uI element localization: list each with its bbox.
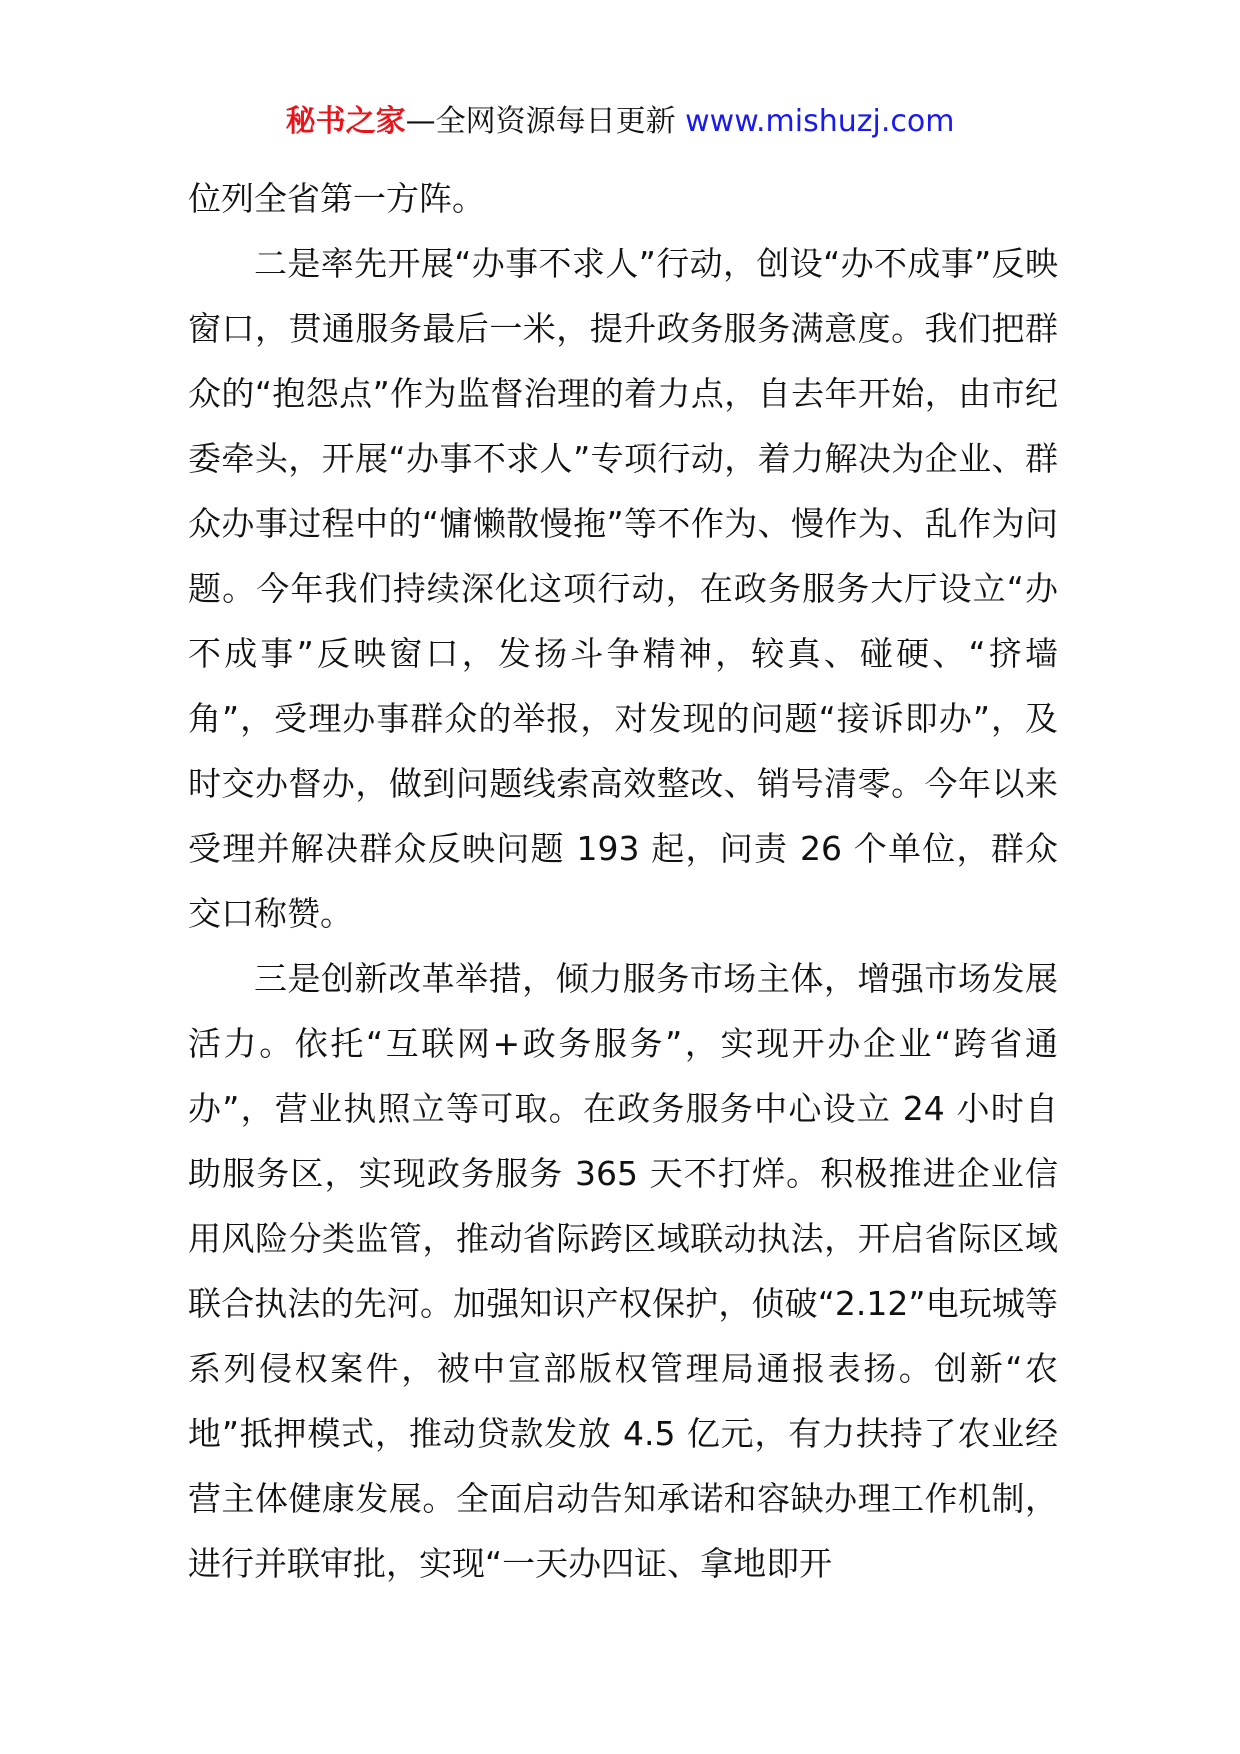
site-url-link[interactable]: www.mishuzj.com — [685, 104, 955, 139]
paragraph-continuation: 位列全省第一方阵。 — [188, 179, 485, 218]
paragraph-third-point: 三是创新改革举措，倾力服务市场主体，增强市场发展活力。依托“互联网+政务服务”，实现开办企业“跨省通办”，营业执照立等可取。在政务服务中心设立 24 小时自助服务区，实现政务服务 365 天不打烊。积极推进企业信用风险分类监管，推动省际跨区域联动执法，开启省际区域联合执法的先河。加强知识产权保护，侦破“2.12”电玩城等系列侵权案件，被中宣部版权管理局通报表扬。创新“农地”抵押模式，推动贷款发放 4.5 亿元，有力扶持了农业经营主体健康发展。全面启动告知承诺和容缺办理工作机制，进行并联审批，实现“一天办四证、拿地即开 — [188, 959, 1058, 1583]
site-header — [0, 100, 1240, 144]
document-body — [188, 166, 1058, 1596]
paragraph-second-point: 二是率先开展“办事不求人”行动，创设“办不成事”反映窗口，贯通服务最后一米，提升政务服务满意度。我们把群众的“抱怨点”作为监督治理的着力点，自去年开始，由市纪委牵头，开展“办事不求人”专项行动，着力解决为企业、群众办事过程中的“慵懒散慢拖”等不作为、慢作为、乱作为问题。今年我们持续深化这项行动，在政务服务大厅设立“办不成事”反映窗口，发扬斗争精神，较真、碰硬、“挤墙角”，受理办事群众的举报，对发现的问题“接诉即办”，及时交办督办，做到问题线索高效整改、销号清零。今年以来受理并解决群众反映问题 193 起，问责 26 个单位，群众交口称赞。 — [188, 244, 1058, 933]
site-brand: 秘书之家 — [285, 104, 406, 139]
site-tagline: —全网资源每日更新 — [405, 104, 686, 139]
